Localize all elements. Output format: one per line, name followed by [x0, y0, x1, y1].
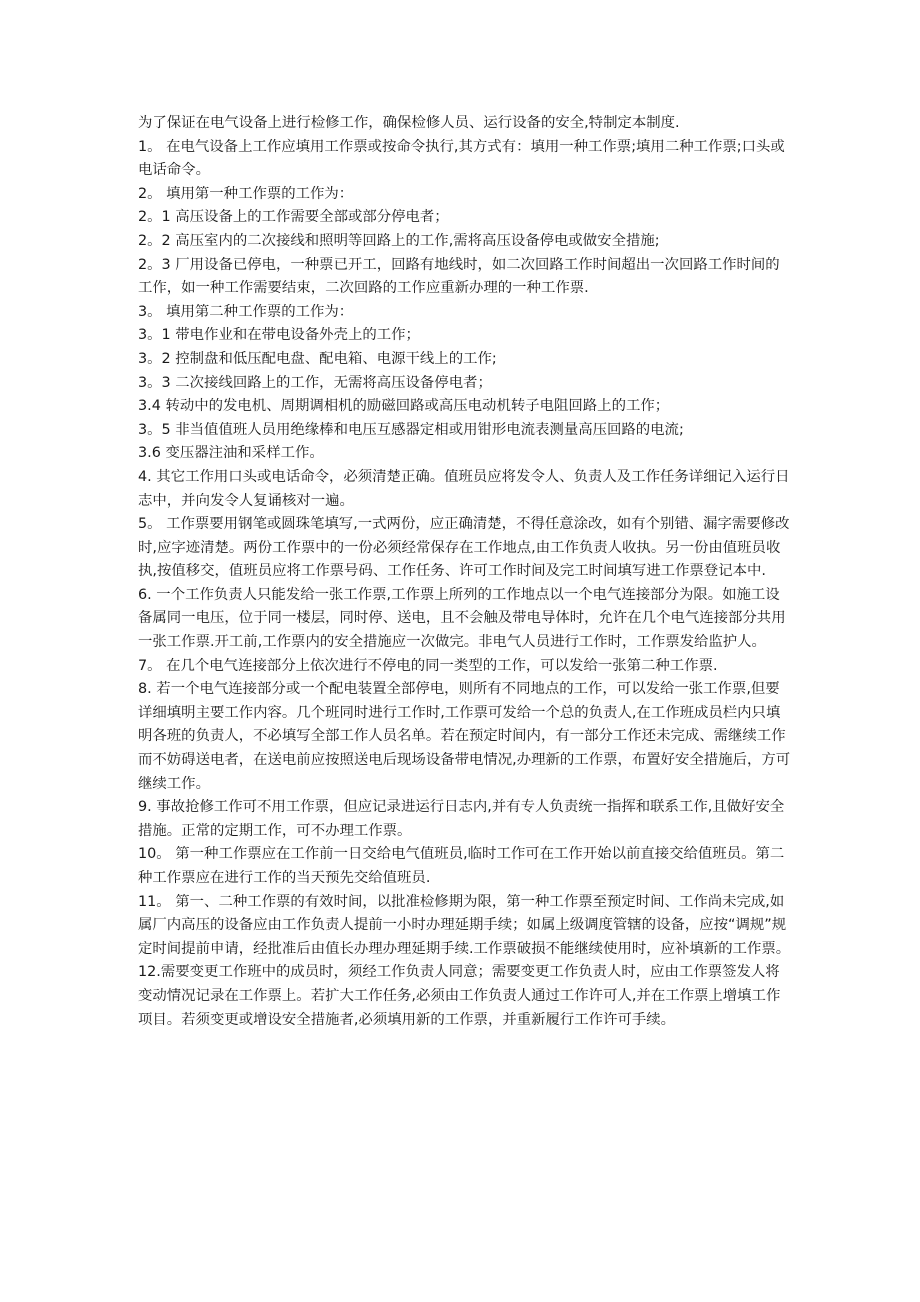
clause-12: 12.需要变更工作班中的成员时，须经工作负责人同意；需要变更工作负责人时，应由工作票签发人将变动情况记录在工作票上。若扩大工作任务,必须由工作负责人通过工作许可人,并在工作票上增填工作项目。若须变更或增设安全措施者,必须填用新的工作票，并重新履行工作许可手续。 [138, 964, 781, 1028]
clause-3-6: 3.6 变压器注油和采样工作。 [138, 445, 324, 462]
intro-paragraph: 为了保证在电气设备上进行检修工作，确保检修人员、运行设备的安全,特制定本制度. [138, 115, 680, 131]
clause-3-3: 3。3 二次接线回路上的工作，无需将高压设备停电者； [138, 374, 492, 391]
clause-2-3: 2。3 厂用设备已停电，一种票已开工，回路有地线时，如二次回路工作时间超出一次回路工作时间的工作，如一种工作需要结束，二次回路的工作应重新办理的一种工作票. [138, 256, 780, 297]
clause-11: 11。 第一、二种工作票的有效时间，以批准检修期为限，第一种工作票至预定时间、工作尚未完成,如属厂内高压的设备应由工作负责人提前一小时办理延期手续；如属上级调度管辖的设备，应按“调规”规定时间提前申请，经批准后由值长办理办理延期手续.工作票破损不能继续使用时，应补填新的工作票。 [138, 893, 791, 957]
clause-2-1: 2。1 高压设备上的工作需要全部或部分停电者； [138, 209, 449, 226]
document-body [138, 112, 793, 1032]
clause-3-5: 3。5 非当值值班人员用绝缘棒和电压互感器定相或用钳形电流表测量高压回路的电流; [138, 421, 684, 438]
clause-3: 3。 填用第二种工作票的工作为： [138, 303, 354, 320]
clause-9: 9. 事故抢修工作可不用工作票，但应记录进运行日志内,并有专人负责统一指挥和联系工作,且做好安全措施。正常的定期工作，可不办理工作票。 [138, 799, 785, 839]
clause-10: 10。 第一种工作票应在工作前一日交给电气值班员,临时工作可在工作开始以前直接交给值班员。第二种工作票应在进行工作的当天预先交给值班员. [138, 846, 785, 886]
clause-8: 8. 若一个电气连接部分或一个配电装置全部停电，则所有不同地点的工作，可以发给一张工作票,但要详细填明主要工作内容。几个班同时进行工作时,工作票可发给一个总的负责人,在工作班成员栏内只填明各班的负责人，不必填写全部工作人员名单。若在预定时间内，有一部分工作还未完成、需继续工作而不妨碍送电者，在送电前应按照送电后现场设备带电情况,办理新的工作票，布置好安全措施后，方可继续工作。 [138, 681, 791, 792]
clause-2: 2。 填用第一种工作票的工作为： [138, 185, 354, 202]
clause-1: 1。 在电气设备上工作应填用工作票或按命令执行,其方式有：填用一种工作票;填用二种工作票;口头或电话命令。 [138, 138, 785, 179]
clause-7: 7。 在几个电气连接部分上依次进行不停电的同一类型的工作，可以发给一张第二种工作票. [138, 657, 718, 674]
clause-2-2: 2。2 高压室内的二次接线和照明等回路上的工作,需将高压设备停电或做安全措施; [138, 232, 660, 249]
clause-6: 6. 一个工作负责人只能发给一张工作票,工作票上所列的工作地点以一个电气连接部分为限。如施工设备属同一电压，位于同一楼层，同时停、送电，且不会触及带电导体时，允许在几个电气连接部分共用一张工作票.开工前,工作票内的安全措施应一次做完。非电气人员进行工作时，工作票发给监护人。 [138, 586, 786, 651]
clause-5: 5。 工作票要用钢笔或圆珠笔填写,一式两份，应正确清楚，不得任意涂改，如有个别错、漏字需要修改时,应字迹清楚。两份工作票中的一份必须经常保存在工作地点,由工作负责人收执。另一份由值班员收执,按值移交，值班员应将工作票号码、工作任务、许可工作时间及完工时间填写进工作票登记本中. [138, 516, 790, 580]
clause-4: 4. 其它工作用口头或电话命令，必须清楚正确。值班员应将发令人、负责人及工作任务详细记入运行日志中，并向发令人复诵核对一遍。 [138, 468, 790, 509]
clause-3-1: 3。1 带电作业和在带电设备外壳上的工作； [138, 327, 420, 344]
clause-3-2: 3。2 控制盘和低压配电盘、配电箱、电源干线上的工作; [138, 350, 497, 367]
clause-3-4: 3.4 转动中的发电机、周期调相机的励磁回路或高压电动机转子电阻回路上的工作； [138, 398, 670, 415]
